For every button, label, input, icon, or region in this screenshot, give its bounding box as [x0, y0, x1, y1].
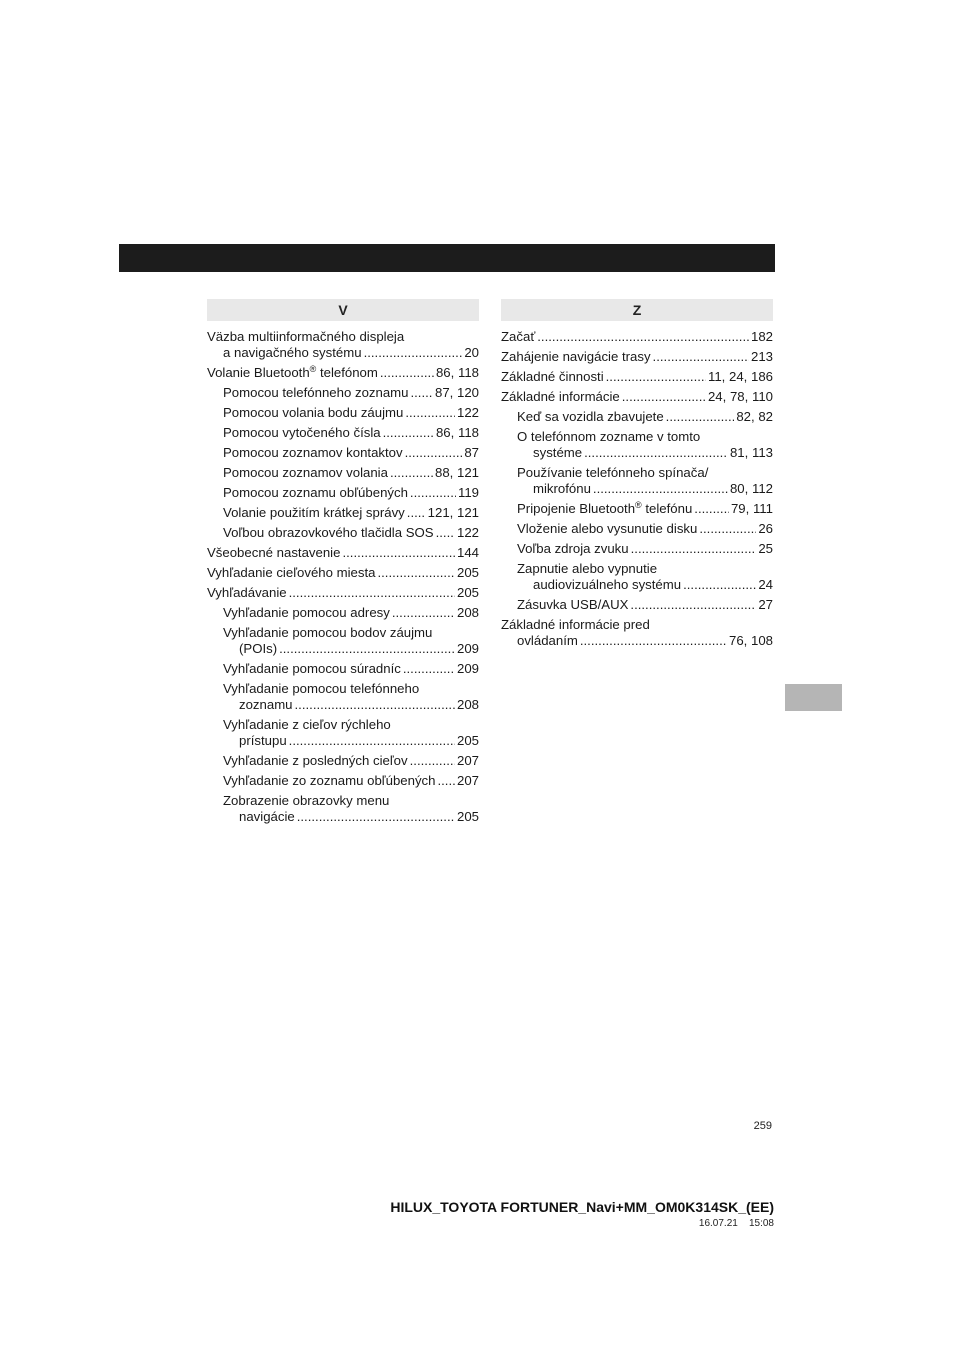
index-subentry: O telefónnom zozname v tomto systéme ..... 81, 113: [501, 429, 773, 461]
index-subentry: Vyhľadanie pomocou bodov záujmu (POIs) ..... 209: [207, 625, 479, 657]
page-ref: 207: [456, 753, 479, 768]
index-entry: Volanie Bluetooth® telefónom ..... 86, 118: [207, 365, 479, 381]
page-ref: 121, 121: [427, 505, 479, 520]
index-subentry: Volanie použitím krátkej správy ..... 121, 121: [207, 505, 479, 521]
page-ref: 208: [456, 605, 479, 620]
index-subentry: Vyhľadanie z cieľov rýchleho prístupu ..... 205: [207, 717, 479, 749]
page-ref: 20: [464, 345, 479, 360]
page-ref: 209: [456, 641, 479, 656]
page-ref: 76, 108: [729, 633, 773, 648]
page-ref: 86, 118: [435, 365, 479, 380]
index-subentry: Pripojenie Bluetooth® telefónu ..... 79, 111: [501, 501, 773, 517]
index-subentry: Používanie telefónneho spínača/ mikrofónu ..... 80, 112: [501, 465, 773, 497]
index-subentry: Vloženie alebo vysunutie disku ..... 26: [501, 521, 773, 537]
index-letter-heading: V: [207, 299, 479, 321]
page-ref: 88, 121: [435, 465, 479, 480]
page-ref: 144: [456, 545, 479, 560]
index-entry: Základné informácie ..... 24, 78, 110: [501, 389, 773, 405]
page-ref: 205: [456, 585, 479, 600]
index-entry: Základné informácie pred ovládaním ..... 76, 108: [501, 617, 773, 649]
page-number: 259: [753, 1120, 772, 1132]
footer-timestamp: 16.07.21 15:08: [698, 1218, 774, 1229]
header-bar: [119, 244, 775, 272]
index-subentry: Zobrazenie obrazovky menu navigácie ..... 205: [207, 793, 479, 825]
page-ref: 24, 78, 110: [707, 389, 773, 404]
page-ref: 119: [457, 485, 479, 500]
page-ref: 11, 24, 186: [707, 369, 773, 384]
index-subentry: Pomocou volania bodu záujmu ..... 122: [207, 405, 479, 421]
index-entry: Všeobecné nastavenie ..... 144: [207, 545, 479, 561]
page-ref: 81, 113: [729, 445, 773, 460]
index-entry: Zahájenie navigácie trasy ..... 213: [501, 349, 773, 365]
index-subentry: Zapnutie alebo vypnutie audiovizuálneho systému ..... 24: [501, 561, 773, 593]
section-tab-marker: [785, 684, 842, 711]
page-ref: 80, 112: [729, 481, 773, 496]
page-ref: 122: [456, 525, 479, 540]
index-subentry: Vyhľadanie pomocou súradníc ..... 209: [207, 661, 479, 677]
index-entry: Vyhľadanie cieľového miesta ..... 205: [207, 565, 479, 581]
footer-document-title: HILUX_TOYOTA FORTUNER_Navi+MM_OM0K314SK_(EE): [390, 1199, 774, 1215]
page-ref: 182: [750, 329, 773, 344]
page-ref: 208: [456, 697, 479, 712]
index-subentry: Vyhľadanie pomocou telefónneho zoznamu ..... 208: [207, 681, 479, 713]
page-ref: 82, 82: [736, 409, 773, 424]
index-subentry: Voľba zdroja zvuku ..... 25: [501, 541, 773, 557]
index-entry: Vyhľadávanie ..... 205: [207, 585, 479, 601]
page-ref: 79, 111: [730, 501, 773, 516]
page-ref: 213: [750, 349, 773, 364]
index-subentry: Vyhľadanie pomocou adresy ..... 208: [207, 605, 479, 621]
index-subentry: Vyhľadanie zo zoznamu obľúbených ..... 207: [207, 773, 479, 789]
index-letter-heading: Z: [501, 299, 773, 321]
index-subentry: Vyhľadanie z posledných cieľov ..... 207: [207, 753, 479, 769]
index-entry: Základné činnosti ..... 11, 24, 186: [501, 369, 773, 385]
index-column-z: [501, 299, 773, 653]
index-subentry: Pomocou zoznamov kontaktov ..... 87: [207, 445, 479, 461]
page-ref: 87, 120: [435, 385, 479, 400]
index-column-v: [207, 299, 479, 829]
page-ref: 122: [456, 405, 479, 420]
page-ref: 207: [456, 773, 479, 788]
page-ref: 27: [758, 597, 773, 612]
page-ref: 24: [758, 577, 773, 592]
index-subentry: Zásuvka USB/AUX ..... 27: [501, 597, 773, 613]
page-ref: 205: [456, 733, 479, 748]
page-ref: 205: [456, 565, 479, 580]
page-ref: 205: [456, 809, 479, 824]
page-ref: 25: [758, 541, 773, 556]
index-subentry: Pomocou vytočeného čísla ..... 86, 118: [207, 425, 479, 441]
page-ref: 87: [464, 445, 479, 460]
index-entry: Začať ..... 182: [501, 329, 773, 345]
index-subentry: Pomocou zoznamu obľúbených ..... 119: [207, 485, 479, 501]
page-ref: 86, 118: [435, 425, 479, 440]
index-subentry: Keď sa vozidla zbavujete ..... 82, 82: [501, 409, 773, 425]
index-subentry: Pomocou zoznamov volania ..... 88, 121: [207, 465, 479, 481]
index-entry: Väzba multiinformačného displeja a navigačného systému ..... 20: [207, 329, 479, 361]
index-subentry: Pomocou telefónneho zoznamu ..... 87, 120: [207, 385, 479, 401]
index-subentry: Voľbou obrazovkového tlačidla SOS ..... 122: [207, 525, 479, 541]
page-ref: 26: [758, 521, 773, 536]
page-ref: 209: [456, 661, 479, 676]
